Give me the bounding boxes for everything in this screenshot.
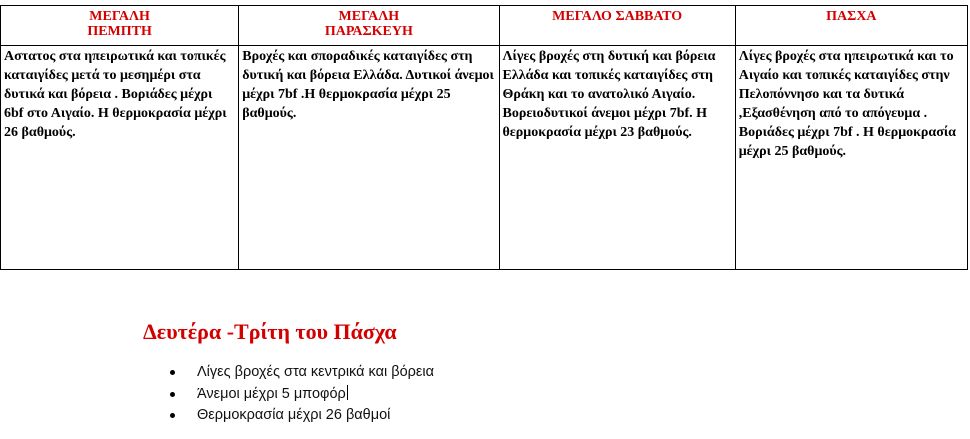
- list-item[interactable]: [170, 405, 434, 427]
- bullet-icon: [170, 370, 175, 375]
- header-line: ΠΑΡΑΣΚΕΥΗ: [324, 24, 413, 39]
- bullet-icon: [170, 413, 175, 418]
- header-line: ΠΑΣΧΑ: [826, 9, 877, 24]
- header-holy-saturday: [499, 6, 735, 46]
- table-header-row: [1, 6, 968, 46]
- forecast-table: [0, 5, 968, 270]
- table-body-row: [1, 46, 968, 270]
- header-line: ΠΕΜΠΤΗ: [87, 24, 152, 39]
- text-cursor: [347, 385, 348, 400]
- list-item-text: Θερμοκρασία μέχρι 26 βαθμοί: [197, 407, 391, 423]
- header-line: ΜΕΓΑΛΗ: [89, 9, 150, 24]
- list-item-text: Λίγες βροχές στα κεντρικά και βόρεια: [197, 364, 434, 380]
- section-title[interactable]: Δευτέρα -Τρίτη του Πάσχα: [143, 319, 397, 344]
- forecast-cell-saturday[interactable]: Λίγες βροχές στη δυτική και βόρεια Ελλάδα και τοπικές καταιγίδες στη Θράκη και το ανατολικό Αιγαίο. Βορειοδυτικοί άνεμοι μέχρι 7bf. Η θερμοκρασία μέχρι 23 βαθμούς.: [499, 46, 735, 270]
- bullet-icon: [170, 392, 175, 397]
- forecast-cell-friday[interactable]: Βροχές και σποραδικές καταιγίδες στη δυτική και βόρεια Ελλάδα. Δυτικοί άνεμοι μέχρι 7bf .Η θερμοκρασία μέχρι 25 βαθμούς.: [239, 46, 499, 270]
- forecast-cell-thursday[interactable]: Αστατος στα ηπειρωτικά και τοπικές καταιγίδες μετά το μεσημέρι στα δυτικά και βόρεια . Βοριάδες μέχρι 6bf στο Αιγαίο. Η θερμοκρασία μέχρι 26 βαθμούς.: [1, 46, 239, 270]
- header-line: ΜΕΓΑΛΟ ΣΑΒΒΑΤΟ: [552, 9, 683, 24]
- header-easter: [735, 6, 967, 46]
- header-good-friday: [239, 6, 499, 46]
- header-maundy-thursday: [1, 6, 239, 46]
- header-line: ΜΕΓΑΛΗ: [338, 9, 400, 24]
- forecast-cell-easter[interactable]: Λίγες βροχές στα ηπειρωτικά και το Αιγαίο και τοπικές καταιγίδες στην Πελοπόννησο και τα δυτικά ,Εξασθένηση από το απόγευμα . Βοριάδες μέχρι 7bf . Η θερμοκρασία μέχρι 25 βαθμούς.: [735, 46, 967, 270]
- list-item[interactable]: [170, 362, 434, 384]
- list-item-text: Άνεμοι μέχρι 5 μποφόρ: [197, 385, 346, 402]
- bullet-list: [170, 362, 434, 427]
- list-item[interactable]: [170, 384, 434, 406]
